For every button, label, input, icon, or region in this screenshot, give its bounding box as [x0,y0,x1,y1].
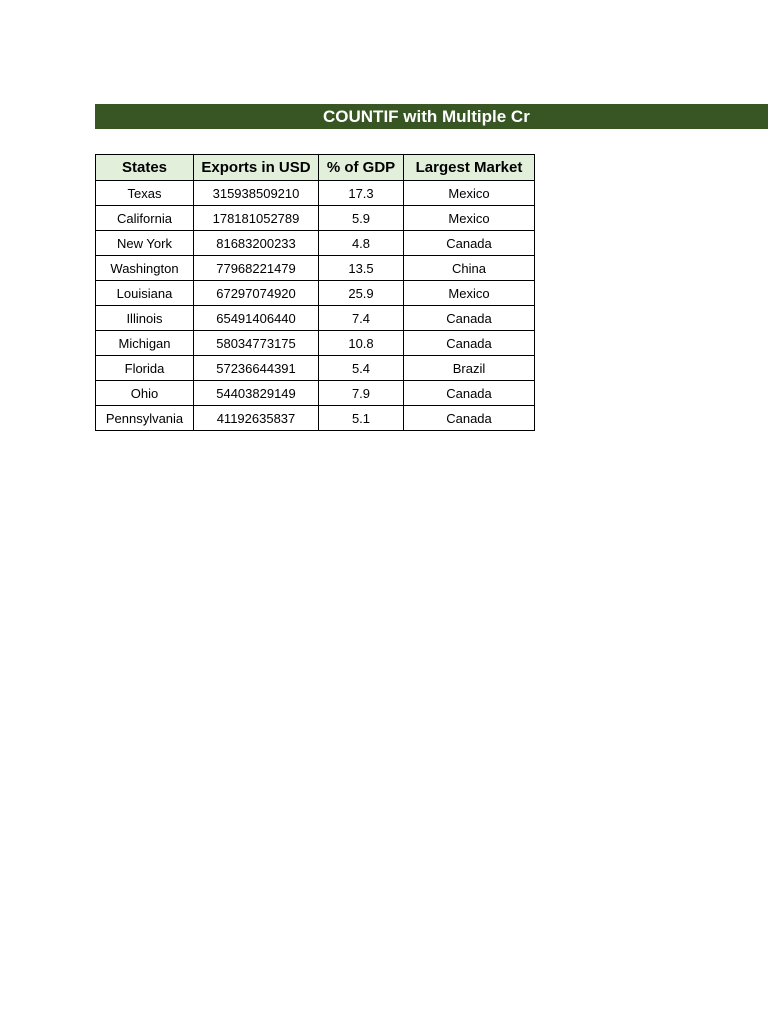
cell-largest-market[interactable]: China [404,256,535,281]
cell-exports[interactable]: 315938509210 [194,181,319,206]
table-row [96,356,535,381]
cell-state[interactable]: California [96,206,194,231]
cell-state[interactable]: Illinois [96,306,194,331]
cell-gdp-percent[interactable]: 25.9 [319,281,404,306]
cell-exports[interactable]: 41192635837 [194,406,319,431]
table-body [96,181,535,431]
cell-largest-market[interactable]: Canada [404,406,535,431]
cell-state[interactable]: Pennsylvania [96,406,194,431]
cell-gdp-percent[interactable]: 5.9 [319,206,404,231]
cell-gdp-percent[interactable]: 17.3 [319,181,404,206]
cell-exports[interactable]: 58034773175 [194,331,319,356]
table-header-row [96,155,535,181]
header-gdp-percent[interactable]: % of GDP [319,155,404,181]
cell-gdp-percent[interactable]: 7.9 [319,381,404,406]
cell-state[interactable]: Louisiana [96,281,194,306]
table-row [96,306,535,331]
header-largest-market[interactable]: Largest Market [404,155,535,181]
table-row [96,331,535,356]
cell-largest-market[interactable]: Mexico [404,206,535,231]
cell-exports[interactable]: 57236644391 [194,356,319,381]
header-exports[interactable]: Exports in USD [194,155,319,181]
cell-state[interactable]: Texas [96,181,194,206]
cell-gdp-percent[interactable]: 4.8 [319,231,404,256]
table-row [96,406,535,431]
cell-gdp-percent[interactable]: 10.8 [319,331,404,356]
cell-state[interactable]: Florida [96,356,194,381]
cell-gdp-percent[interactable]: 7.4 [319,306,404,331]
table-row [96,381,535,406]
cell-largest-market[interactable]: Canada [404,231,535,256]
cell-state[interactable]: New York [96,231,194,256]
cell-largest-market[interactable]: Canada [404,381,535,406]
cell-largest-market[interactable]: Mexico [404,281,535,306]
header-states[interactable]: States [96,155,194,181]
cell-largest-market[interactable]: Canada [404,306,535,331]
cell-exports[interactable]: 178181052789 [194,206,319,231]
cell-gdp-percent[interactable]: 13.5 [319,256,404,281]
exports-table [95,154,535,431]
table-row [96,231,535,256]
sheet-title[interactable]: COUNTIF with Multiple Cr [323,107,530,126]
title-bar [95,104,768,129]
cell-exports[interactable]: 81683200233 [194,231,319,256]
cell-state[interactable]: Michigan [96,331,194,356]
cell-exports[interactable]: 67297074920 [194,281,319,306]
cell-exports[interactable]: 65491406440 [194,306,319,331]
cell-largest-market[interactable]: Mexico [404,181,535,206]
table-row [96,281,535,306]
table-row [96,206,535,231]
cell-exports[interactable]: 77968221479 [194,256,319,281]
table-row [96,181,535,206]
cell-exports[interactable]: 54403829149 [194,381,319,406]
cell-gdp-percent[interactable]: 5.4 [319,356,404,381]
cell-state[interactable]: Washington [96,256,194,281]
cell-state[interactable]: Ohio [96,381,194,406]
cell-gdp-percent[interactable]: 5.1 [319,406,404,431]
cell-largest-market[interactable]: Brazil [404,356,535,381]
cell-largest-market[interactable]: Canada [404,331,535,356]
table-row [96,256,535,281]
